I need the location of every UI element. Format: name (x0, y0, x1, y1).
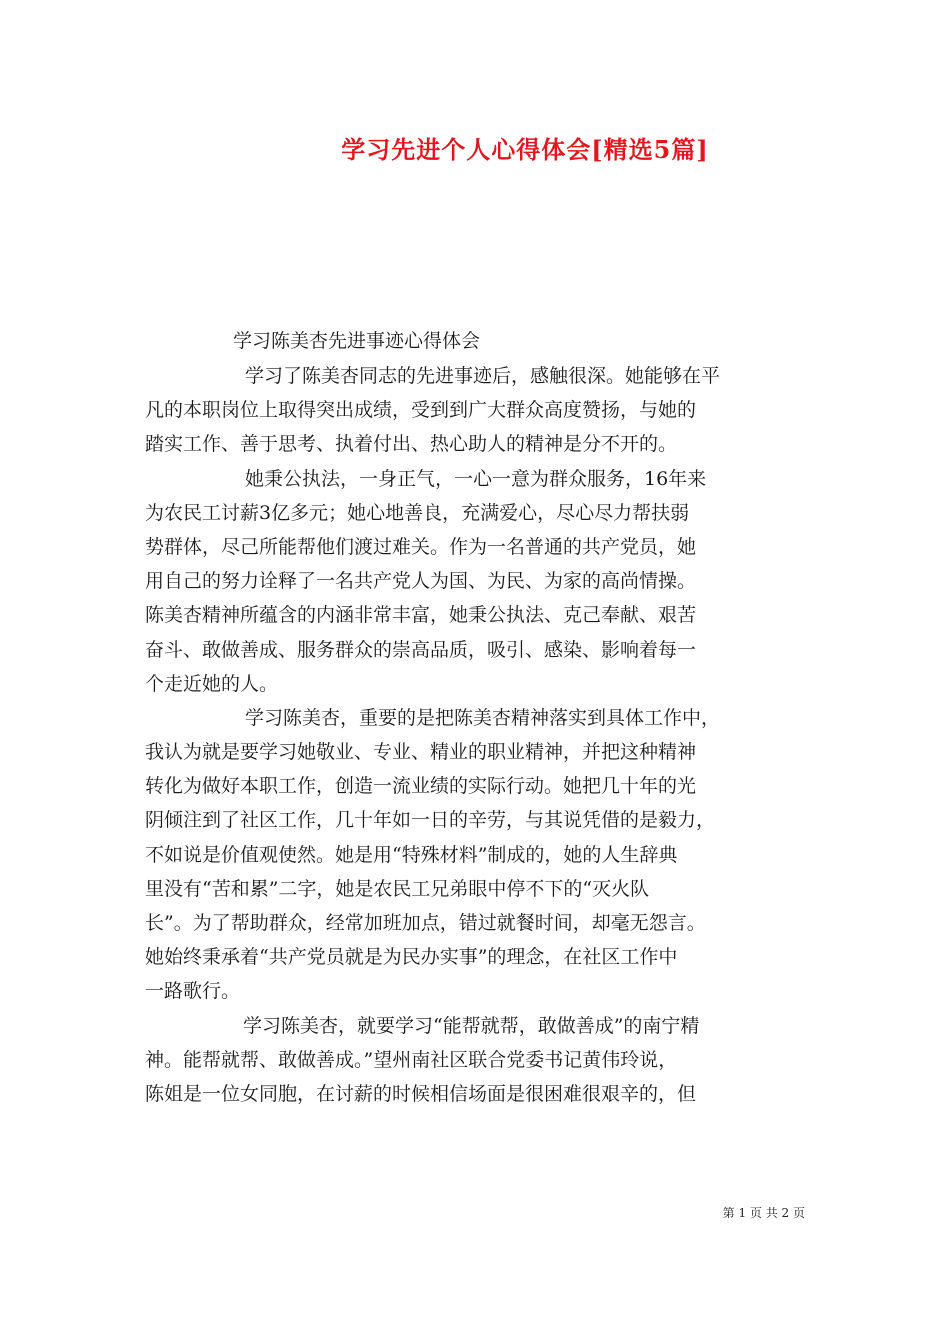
paragraph-line: 陈姐是一位女同胞，在讨薪的时候相信场面是很困难很艰辛的，但 (145, 1082, 697, 1105)
paragraph-line: 我认为就是要学习她敬业、专业、精业的职业精神，并把这种精神 (145, 741, 697, 764)
paragraph-line: 不如说是价值观使然。她是用“特殊材料”制成的，她的人生辞典 (145, 843, 678, 866)
paragraph-line: 凡的本职岗位上取得突出成绩，受到到广大群众高度赞扬，与她的 (145, 399, 697, 422)
paragraph-line: 学习陈美杏，重要的是把陈美杏精神落实到具体工作中， (245, 706, 721, 729)
paragraph-line: 她秉公执法，一身正气，一心一意为群众服务，16年来 (245, 467, 707, 490)
body-text (145, 359, 805, 1111)
paragraph-line: 里没有“苦和累”二字，她是农民工兄弟眼中停不下的“灭火队 (145, 877, 650, 900)
paragraph-line: 神。能帮就帮、敢做善成。”望州南社区联合党委书记黄伟玲说， (145, 1048, 678, 1071)
paragraph-line: 势群体，尽己所能帮他们渡过难关。作为一名普通的共产党员，她 (145, 535, 697, 558)
paragraph-line: 长”。为了帮助群众，经常加班加点，错过就餐时间，却毫无怨言。 (145, 912, 706, 934)
paragraph-line: 陈美杏精神所蕴含的内涵非常丰富，她秉公执法、克己奉献、艰苦 (145, 604, 697, 627)
paragraph-line: 她始终秉承着“共产党员就是为民办实事”的理念，在社区工作中 (145, 946, 678, 969)
paragraph-line: 转化为做好本职工作，创造一流业绩的实际行动。她把几十年的光 (145, 775, 697, 798)
paragraph-line: 学习陈美杏，就要学习“能帮就帮，敢做善成”的南宁精 (243, 1014, 700, 1037)
paragraph-line: 阴倾注到了社区工作，几十年如一日的辛劳，与其说凭借的是毅力， (145, 809, 716, 832)
paragraph-line: 踏实工作、善于思考、执着付出、热心助人的精神是分不开的。 (145, 433, 678, 456)
paragraph-line: 用自己的努力诠释了一名共产党人为国、为民、为家的高尚情操。 (145, 570, 697, 593)
page-number: 第 1 页 共 2 页 (722, 1206, 805, 1220)
paragraph-line: 一路歌行。 (145, 980, 241, 1003)
document-title: 学习先进个人心得体会[精选5篇] (341, 135, 709, 164)
paragraph-line: 奋斗、敢做善成、服务群众的崇高品质，吸引、感染、影响着每一 (145, 638, 697, 661)
paragraph-line: 为农民工讨薪3亿多元；她心地善良，充满爱心，尽心尽力帮扶弱 (145, 501, 690, 524)
paragraph-line: 学习了陈美杏同志的先进事迹后，感触很深。她能够在平 (245, 365, 721, 387)
section-subtitle: 学习陈美杏先进事迹心得体会 (233, 330, 481, 352)
paragraph-line: 个走近她的人。 (145, 672, 279, 695)
